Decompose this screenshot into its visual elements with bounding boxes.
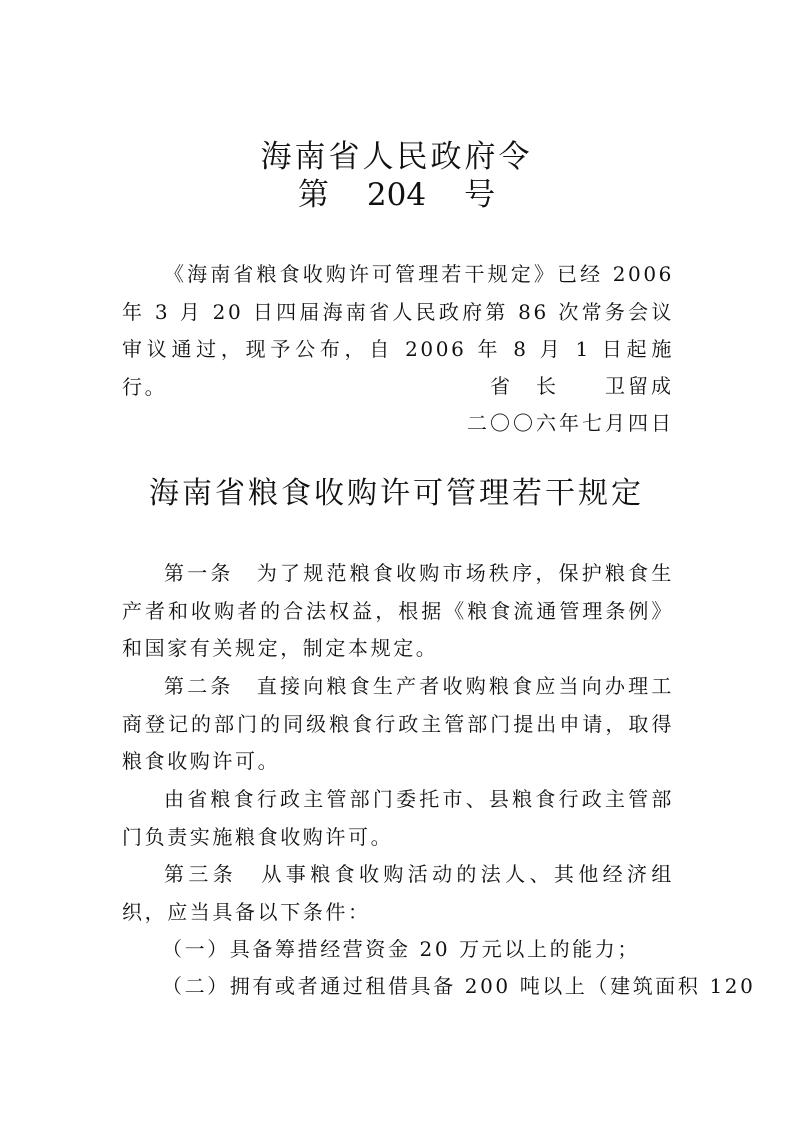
decree-number xyxy=(0,176,793,214)
decree-number-value: 204 xyxy=(366,177,427,213)
article-3-item-1: （一）具备筹措经营资金 20 万元以上的能力； xyxy=(162,937,640,961)
article-3: 第三条 从事粮食收购活动的法人、其他经济组织，应当具备以下条件： xyxy=(122,862,674,924)
article-2-clause: 由省粮食行政主管部门委托市、县粮食行政主管部门负责实施粮食收购许可。 xyxy=(122,787,674,849)
decree-signer: 省 长 卫留成 xyxy=(490,374,674,398)
decree-date: 二〇〇六年七月四日 xyxy=(467,411,674,435)
decree-title: 海南省人民政府令 xyxy=(260,139,533,175)
decree-number-suffix: 号 xyxy=(464,177,496,213)
decree-preamble: 《海南省粮食收购许可管理若干规定》已经 2006 年 3 月 20 日四届海南省人民政府第 86 次常务会议审议通过，现予公布，自 2006 年 8 月 1 日起施行。 xyxy=(122,262,674,399)
decree-number-prefix: 第 xyxy=(297,177,329,213)
article-1: 第一条 为了规范粮食收购市场秩序，保护粮食生产者和收购者的合法权益，根据《粮食流通管理条例》和国家有关规定，制定本规定。 xyxy=(122,561,674,660)
regulation-title: 海南省粮食收购许可管理若干规定 xyxy=(149,476,644,511)
article-2: 第二条 直接向粮食生产者收购粮食应当向办理工商登记的部门的同级粮食行政主管部门提出申请，取得粮食收购许可。 xyxy=(122,674,674,773)
article-3-item-2: （二）拥有或者通过租借具备 200 吨以上（建筑面积 120 xyxy=(162,974,756,998)
